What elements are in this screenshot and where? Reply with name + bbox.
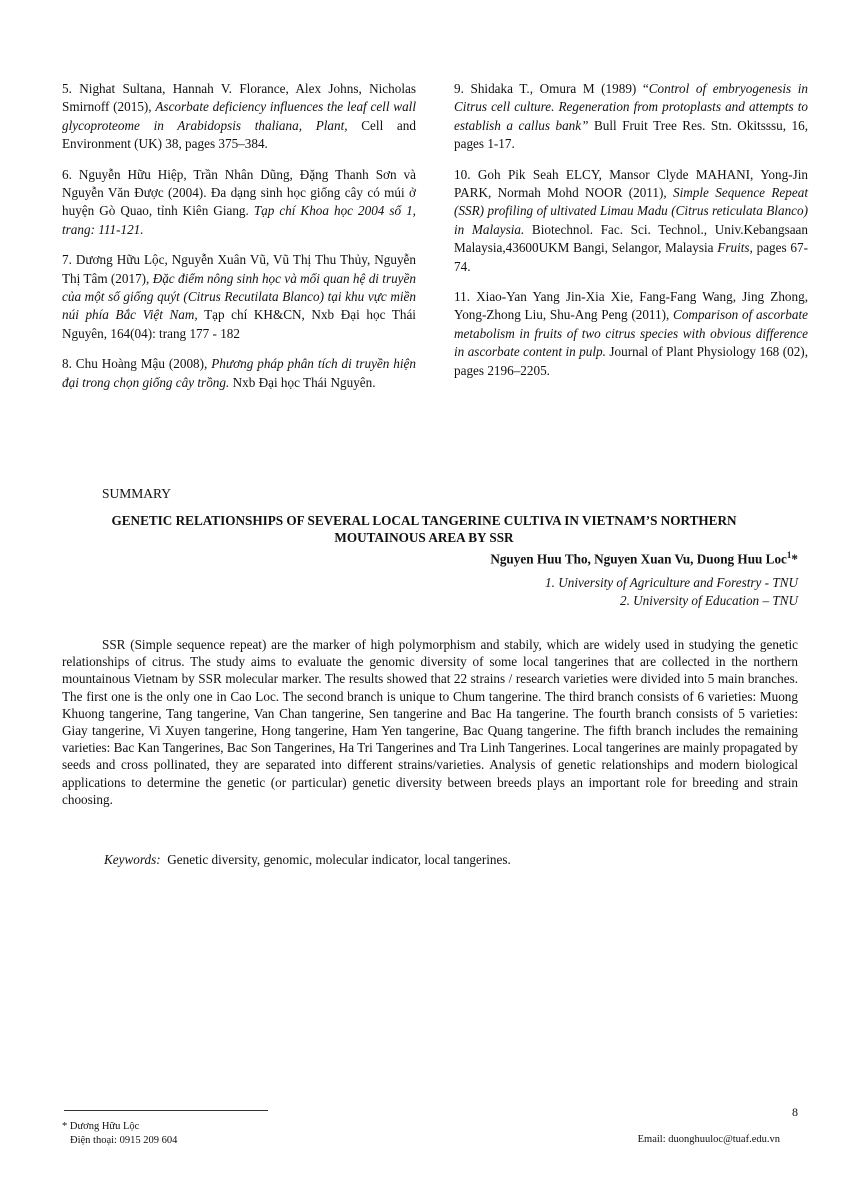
keywords xyxy=(104,852,511,868)
reference-7 xyxy=(62,251,416,343)
reference-journal: Fruits, xyxy=(717,240,753,256)
reference-text: 8. Chu Hoàng Mậu (2008), xyxy=(62,356,212,372)
reference-10 xyxy=(454,166,808,276)
reference-source: Journal of Plant Physiology 168 (02), pages 2196–2205. xyxy=(454,344,808,378)
reference-title: Phương pháp phân tích di truyền hiện đại trong chọn giống cây trồng. xyxy=(62,356,416,390)
reference-6 xyxy=(62,166,416,240)
reference-9 xyxy=(454,80,808,154)
reference-title: Đặc điểm nông sinh học và mối quan hệ di truyền của một số giống quýt (Citrus Recutilata Blanco) tại khu vực miền núi phía Bắc Việt Nam, xyxy=(62,270,416,323)
footnote-divider xyxy=(64,1110,268,1111)
references-right-column xyxy=(454,80,808,392)
reference-source: Nxb Đại học Thái Nguyên. xyxy=(229,374,376,390)
reference-8 xyxy=(62,355,416,392)
summary-title: GENETIC RELATIONSHIPS OF SEVERAL LOCAL TANGERINE CULTIVA IN VIETNAM’S NORTHERN MOUTAINOUS AREA BY SSR xyxy=(111,513,737,545)
reference-title: Ascorbate deficiency influences the leaf cell wall glycoproteome in Arabidopsis thaliana, Plant, xyxy=(62,99,416,133)
reference-title: Tạp chí Khoa học 2004 số 1, trang: 111-121. xyxy=(62,203,416,237)
reference-source: Bull Fruit Tree Res. Stn. Okitsssu, 16, pages 1-17. xyxy=(454,117,808,152)
summary-label: SUMMARY xyxy=(102,486,172,501)
abstract-text: SSR (Simple sequence repeat) are the marker of high polymorphism and stabily, which are widely used in studying the genetic relationships of citrus. The study aims to evaluate the genomic diversity of some local tangerines that are collected in the northern mountainous Vietnam by SSR molecular marker. The results showed that 22 strains / research varieties were divided into 5 main branches. The first one is the only one in Cao Loc. The second branch is unique to Chum tangerine. The third branch consists of 6 varieties: Muong Khuong tangerine, Tang tangerine, Van Chan tangerine, Sen tangerine and Bac Ha tangerine. The fourth branch consists of 5 varieties: Giay tangerine, Vi Xuyen tangerine, Hong tangerine, Ham Yen tangerine, Bac Quang tangerine. The fifth branch includes the remaining varieties: Bac Kan Tangerines, Bac Son Tangerines, Ha Tri Tangerines and Tra Linh Tangerines. Local tangerines are mainly propagated by seeds and cross pollinated, they are separated into different strains/varieties. Analysis of genetic relationships and modern biological applications to determine the genetic (or particular) genetic diversity between breeds plays an important role for breeding and strain choosing. xyxy=(62,637,798,807)
keywords-list: Genetic diversity, genomic, molecular indicator, local tangerines. xyxy=(167,852,511,867)
reference-pages: pages 67-74. xyxy=(454,240,808,274)
reference-title: Simple Sequence Repeat (SSR) profiling of ultivated Limau Madu (Citrus reticulata Blanco) in Malaysia. xyxy=(454,185,808,237)
reference-text: 7. Dương Hữu Lộc, Nguyễn Xuân Vũ, Vũ Thị Thu Thủy, Nguyễn Thị Tâm (2017), xyxy=(62,252,416,286)
corresponding-author-mark: * xyxy=(791,551,798,567)
reference-source: Biotechnol. Fac. Sci. Technol., Univ.Kebangsaan Malaysia,43600UKM Bangi, Selangor, Malaysia xyxy=(454,221,808,256)
reference-source: Tạp chí KH&CN, Nxb Đại học Thái Nguyên, 164(04): trang 177 - 182 xyxy=(62,307,416,341)
reference-text: 5. Nighat Sultana, Hannah V. Florance, Alex Johns, Nicholas Smirnoff (2015), xyxy=(62,81,416,115)
footnote-author: * Dương Hữu Lộc xyxy=(62,1121,140,1132)
reference-text: 11. Xiao-Yan Yang Jin-Xia Xie, Fang-Fang Wang, Jing Zhong, Yong-Zhong Liu, Shu-Ang Peng (2011), xyxy=(454,289,808,323)
footnote-phone: Điện thoại: 0915 209 604 xyxy=(70,1134,178,1146)
reference-5 xyxy=(62,80,416,154)
reference-11 xyxy=(454,288,808,380)
authors-names: Nguyen Huu Tho, Nguyen Xuan Vu, Duong Huu Loc xyxy=(490,551,787,567)
footnote-email: Email: duonghuuloc@tuaf.edu.vn xyxy=(637,1134,780,1145)
affiliation-2: 2. University of Education – TNU xyxy=(619,593,798,608)
footnote xyxy=(62,1120,177,1147)
keywords-label: Keywords: xyxy=(104,852,161,867)
reference-title: Control of embryogenesis in Citrus cell culture. Regeneration from protoplasts and attempts to establish a callus bank” xyxy=(454,81,808,133)
reference-text: 6. Nguyễn Hữu Hiệp, Trần Nhân Dũng, Đặng Thanh Sơn và Nguyễn Văn Được (2004). Đa dạng sinh học giống cây có múi ở huyện Gò Quao, tỉnh Kiên Giang. xyxy=(62,166,416,219)
summary-authors xyxy=(490,550,798,567)
author-affiliation-mark: 1 xyxy=(786,550,792,560)
reference-text: 10. Goh Pik Seah ELCY, Mansor Clyde MAHANI, Yong-Jin PARK, Normah Mohd NOOR (2011), xyxy=(454,166,808,201)
affiliations xyxy=(545,574,798,610)
reference-source: Cell and Environment (UK) 38, pages 375–384. xyxy=(62,117,416,152)
reference-text: 9. Shidaka T., Omura M (1989) “ xyxy=(454,81,649,96)
reference-title: Comparison of ascorbate metabolism in fruits of two citrus species with obvious difference in ascorbate content in pulp. xyxy=(454,307,808,360)
references-left-column xyxy=(62,80,416,404)
affiliation-1: 1. University of Agriculture and Forestry - TNU xyxy=(545,575,798,590)
page-number: 8 xyxy=(792,1105,798,1119)
